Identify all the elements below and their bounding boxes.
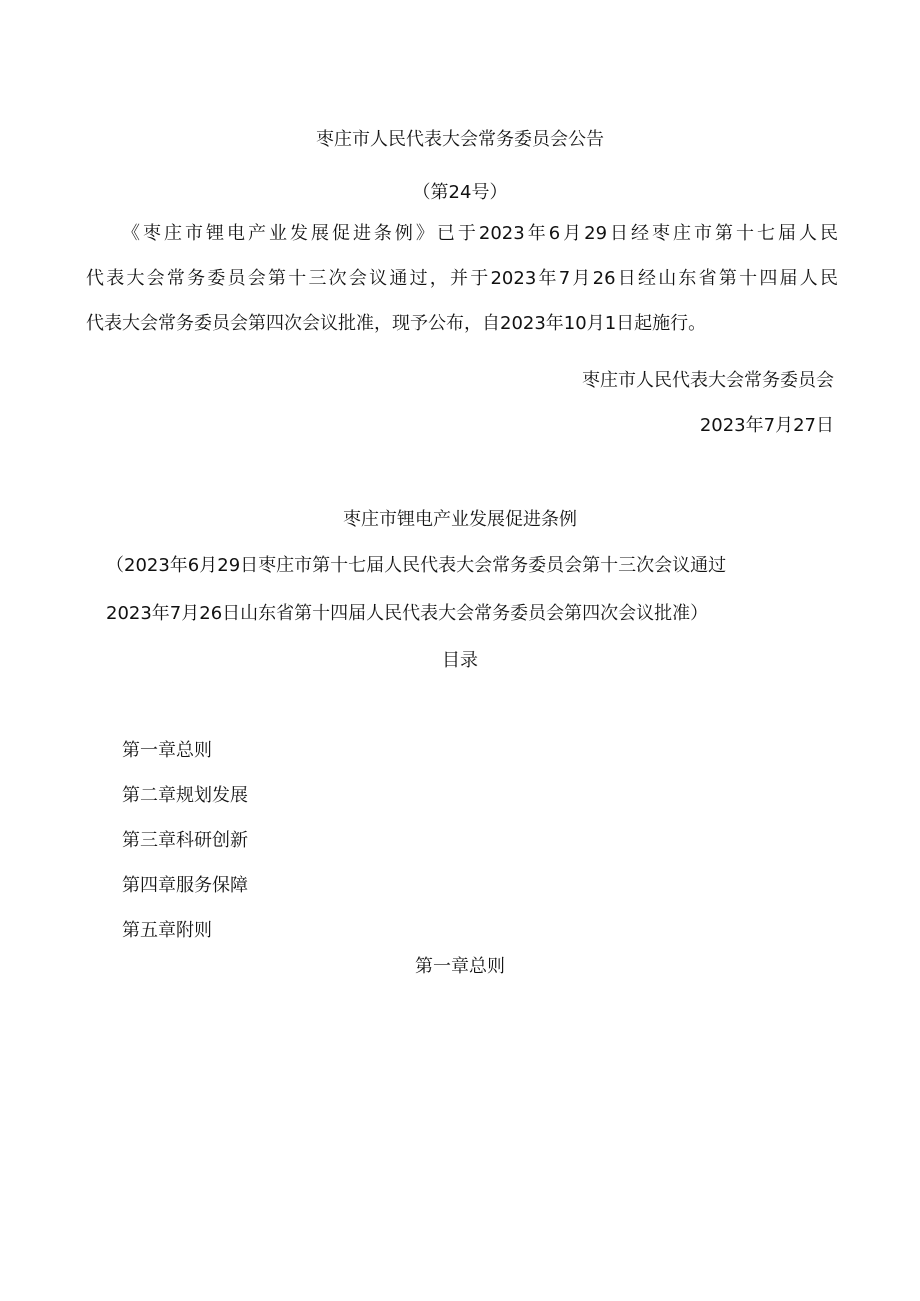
toc-item-supplementary-provisions: 第五章附则: [122, 920, 212, 941]
regulation-passed-note: （2023年6月29日枣庄市第十七届人民代表大会常务委员会第十三次会议通过: [106, 555, 727, 576]
toc-item-general-provisions: 第一章总则: [122, 740, 212, 761]
toc-item-research-innovation: 第三章科研创新: [122, 830, 248, 851]
regulation-approved-note: 2023年7月26日山东省第十四届人民代表大会常务委员会第四次会议批准）: [106, 603, 709, 624]
regulation-title: 枣庄市锂电产业发展促进条例: [343, 509, 577, 530]
announcement-body-line-1: 《枣庄市锂电产业发展促进条例》已于2023年6月29日经枣庄市第十七届人民: [122, 223, 838, 244]
announcement-body-line-3: 代表大会常务委员会第四次会议批准，现予公布，自2023年10月1日起施行。: [86, 313, 707, 334]
announcement-title: 枣庄市人民代表大会常务委员会公告: [316, 129, 604, 150]
toc-item-service-guarantee: 第四章服务保障: [122, 875, 248, 896]
chapter-one-heading: 第一章总则: [415, 956, 505, 977]
announcement-signature: 枣庄市人民代表大会常务委员会: [582, 370, 834, 391]
toc-item-planning-development: 第二章规划发展: [122, 785, 248, 806]
announcement-date: 2023年7月27日: [699, 415, 834, 436]
announcement-number: （第24号）: [412, 182, 508, 203]
toc-heading: 目录: [442, 650, 478, 671]
announcement-body-line-2: 代表大会常务委员会第十三次会议通过，并于2023年7月26日经山东省第十四届人民: [86, 268, 838, 289]
